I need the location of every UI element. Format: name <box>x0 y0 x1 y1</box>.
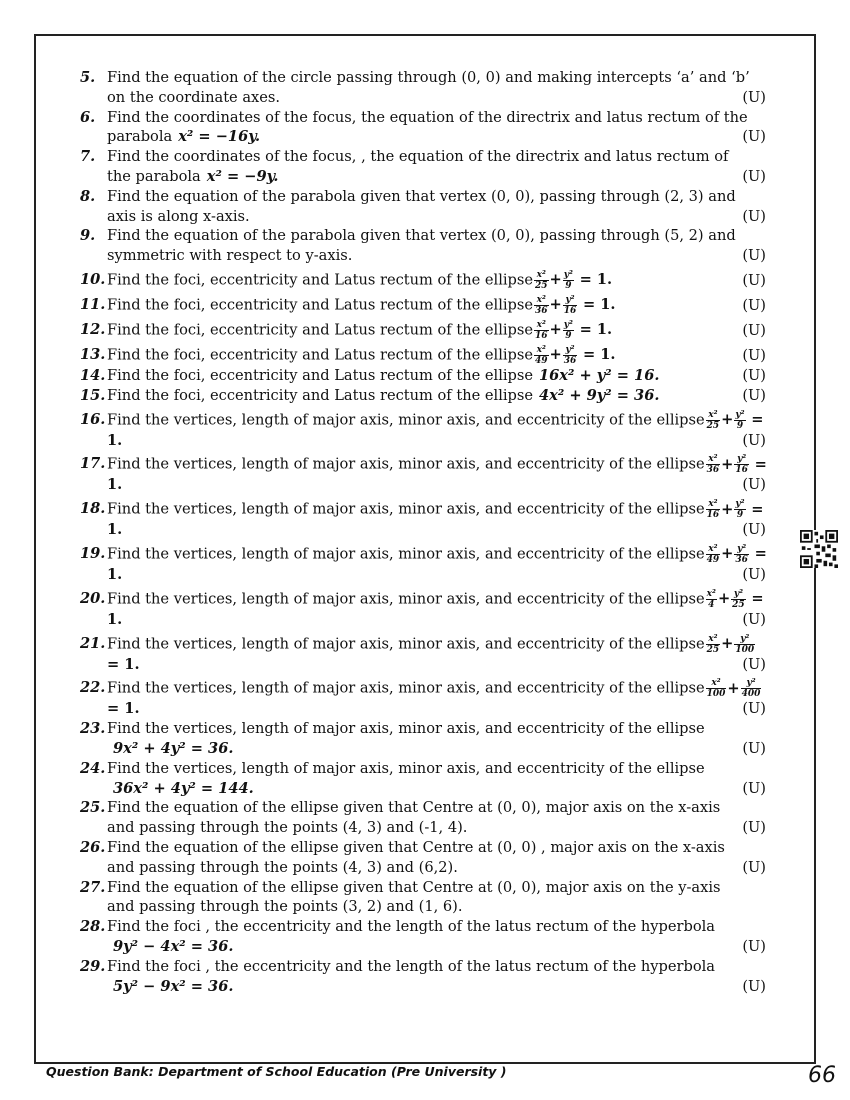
question-line-text: symmetric with respect to y-axis. <box>107 247 353 265</box>
question-number: 28. <box>80 918 106 936</box>
question-text <box>107 589 768 630</box>
question-line <box>107 798 768 818</box>
question-line-text: Find the vertices, length of major axis, minor axis, and eccentricity of the ellipse <box>107 759 705 777</box>
difficulty-tag: (U) <box>742 297 766 315</box>
question-item <box>80 759 812 799</box>
question-number: 23. <box>80 720 106 738</box>
question-line <box>107 957 768 977</box>
question-line-text: Find the foci, eccentricity and Latus rectum of the ellipse <box>107 296 533 314</box>
question-number: 21. <box>80 634 106 652</box>
question-text <box>107 838 768 878</box>
question-line-text: Find the vertices, length of major axis, minor axis, and eccentricity of the ellipse <box>107 545 705 563</box>
fraction-numerator: y² <box>563 319 573 330</box>
question-item <box>80 320 812 341</box>
question-line <box>107 366 768 386</box>
question-line <box>107 68 768 88</box>
question-number: 15. <box>80 386 106 404</box>
question-item <box>80 410 812 451</box>
question-line-text: Find the vertices, length of major axis, minor axis, and eccentricity of the ellipse <box>107 455 705 473</box>
math-expression: 4x² + 9y² = 36. <box>539 386 660 404</box>
fraction-numerator: x² <box>534 270 549 281</box>
question-line <box>107 499 768 540</box>
question-item <box>80 678 812 719</box>
difficulty-tag: (U) <box>742 347 766 365</box>
question-item <box>80 454 812 495</box>
question-line <box>107 678 768 719</box>
question-line <box>107 589 768 630</box>
question-line-text: Find the coordinates of the focus, the equation of the directrix and latus rectum of the <box>107 108 748 126</box>
plus-sign: + <box>721 411 734 429</box>
question-line <box>107 320 768 341</box>
question-line-text: Find the foci, eccentricity and Latus rectum of the ellipse <box>107 346 533 364</box>
question-line-text: and passing through the points (3, 2) and (1, 6). <box>107 898 463 916</box>
question-line-text: Find the coordinates of the focus, , the equation of the directrix and latus rectum of <box>107 148 729 166</box>
fraction-denominator: 16 <box>535 330 548 341</box>
difficulty-tag: (U) <box>742 128 766 146</box>
question-item <box>80 147 812 187</box>
difficulty-tag: (U) <box>742 739 766 757</box>
fraction-numerator: x² <box>706 454 721 465</box>
fraction-numerator: x² <box>706 678 727 689</box>
question-number: 14. <box>80 366 106 384</box>
question-text <box>107 957 768 997</box>
question-line <box>107 977 768 997</box>
question-line-text: Find the equation of the ellipse given that Centre at (0, 0), major axis on the x-axis <box>107 799 721 817</box>
question-item <box>80 589 812 630</box>
equation-rhs: = 1. <box>107 500 764 539</box>
question-line <box>107 634 768 675</box>
fraction-denominator: 400 <box>741 689 761 700</box>
question-line-text: Find the equation of the circle passing through (0, 0) and making intercepts ‘a’ and ‘b’ <box>107 69 750 86</box>
question-number: 5. <box>80 69 96 86</box>
fraction-denominator: 100 <box>735 644 755 655</box>
question-line-text: Find the equation of the ellipse given that Centre at (0, 0) , major axis on the x-axis <box>107 838 725 856</box>
question-line-text: Find the foci, eccentricity and Latus rectum of the ellipse <box>107 386 533 404</box>
question-text <box>107 454 768 495</box>
question-text <box>107 270 768 291</box>
question-line <box>107 937 768 957</box>
fraction-denominator: 49 <box>535 355 548 366</box>
equation-rhs: = 1. <box>107 590 764 628</box>
question-text <box>107 147 768 187</box>
question-item <box>80 838 812 878</box>
question-number: 10. <box>80 270 106 288</box>
difficulty-tag: (U) <box>742 565 766 583</box>
difficulty-tag: (U) <box>742 937 766 955</box>
fraction-y <box>734 410 745 431</box>
question-line <box>107 127 768 147</box>
difficulty-tag: (U) <box>742 521 766 539</box>
question-line-text: Find the vertices, length of major axis, minor axis, and eccentricity of the ellipse <box>107 590 705 608</box>
fraction-numerator: x² <box>706 410 721 421</box>
math-expression: 36x² + 4y² = 144. <box>113 779 254 797</box>
question-line <box>107 88 768 108</box>
fraction-x <box>534 345 549 366</box>
question-line-text: Find the equation of the ellipse given that Centre at (0, 0), major axis on the y-axis <box>107 878 721 896</box>
qr-code <box>800 530 838 568</box>
question-line-text: Find the vertices, length of major axis, minor axis, and eccentricity of the ellipse <box>107 411 705 429</box>
question-line <box>107 818 768 838</box>
difficulty-tag: (U) <box>742 655 766 673</box>
question-line <box>107 454 768 495</box>
fraction-x <box>706 410 721 431</box>
fraction-denominator: 9 <box>565 330 572 341</box>
question-line-text: the parabola <box>107 167 201 185</box>
question-line <box>107 779 768 799</box>
math-expression: 5y² − 9x² = 36. <box>113 977 234 995</box>
question-line <box>107 345 768 366</box>
question-text <box>107 499 768 540</box>
fraction-denominator: 25 <box>706 644 720 655</box>
math-expression: 9y² − 4x² = 36. <box>113 937 234 955</box>
plus-sign: + <box>727 679 740 697</box>
fraction-x <box>706 499 721 520</box>
fraction-denominator: 36 <box>735 554 748 565</box>
question-line <box>107 295 768 316</box>
question-text <box>107 759 768 799</box>
fraction-y <box>734 634 755 655</box>
question-item <box>80 68 812 108</box>
question-item <box>80 798 812 838</box>
question-line-text: Find the foci , the eccentricity and the length of the latus rectum of the hyperbola <box>107 918 715 936</box>
difficulty-tag: (U) <box>742 366 766 384</box>
question-line <box>107 167 768 187</box>
fraction-denominator: 16 <box>735 465 748 476</box>
fraction-x <box>534 270 549 291</box>
question-text <box>107 226 768 266</box>
question-line-text: and passing through the points (4, 3) and (6,2). <box>107 858 458 876</box>
equation-rhs: = 1. <box>107 655 140 673</box>
fraction-y <box>741 678 762 699</box>
question-number: 20. <box>80 589 106 607</box>
plus-sign: + <box>721 455 734 473</box>
difficulty-tag: (U) <box>742 272 766 290</box>
question-number: 6. <box>80 108 96 126</box>
fraction-denominator: 9 <box>736 510 744 521</box>
plus-sign: + <box>721 635 734 653</box>
question-number: 13. <box>80 345 106 363</box>
question-line <box>107 759 768 779</box>
question-item <box>80 187 812 227</box>
question-line <box>107 226 768 246</box>
fraction-y <box>734 454 749 475</box>
question-item <box>80 270 812 291</box>
fraction-numerator: y² <box>563 295 578 306</box>
question-text <box>107 798 768 838</box>
question-line <box>107 270 768 291</box>
fraction-denominator: 25 <box>732 599 745 610</box>
question-item <box>80 366 812 386</box>
plus-sign: + <box>717 590 731 608</box>
question-item <box>80 226 812 266</box>
equation-rhs: = 1. <box>582 296 616 314</box>
difficulty-tag: (U) <box>742 610 766 628</box>
fraction-numerator: y² <box>735 409 745 420</box>
fraction-numerator: y² <box>741 678 762 689</box>
difficulty-tag: (U) <box>742 431 766 449</box>
question-text <box>107 366 768 386</box>
question-item <box>80 878 812 918</box>
fraction-denominator: 36 <box>535 305 548 316</box>
difficulty-tag: (U) <box>742 207 766 225</box>
fraction-y <box>563 270 574 291</box>
difficulty-tag: (U) <box>742 700 766 718</box>
question-line-text: Find the vertices, length of major axis, minor axis, and eccentricity of the ellipse <box>107 500 705 518</box>
difficulty-tag: (U) <box>742 247 766 265</box>
question-text <box>107 187 768 227</box>
question-number: 18. <box>80 500 106 518</box>
question-text <box>107 678 768 719</box>
question-line-text: Find the foci, eccentricity and Latus rectum of the ellipse <box>107 271 533 289</box>
question-line <box>107 719 768 739</box>
question-number: 19. <box>80 544 106 562</box>
math-expression: 9x² + 4y² = 36. <box>113 739 234 757</box>
difficulty-tag: (U) <box>742 858 766 876</box>
equation-rhs: = 1. <box>107 455 767 494</box>
question-line-text: Find the vertices, length of major axis, minor axis, and eccentricity of the ellipse <box>107 720 705 738</box>
difficulty-tag: (U) <box>742 88 766 106</box>
fraction-numerator: x² <box>706 634 721 645</box>
question-line <box>107 207 768 227</box>
fraction-numerator: y² <box>734 454 749 465</box>
fraction-numerator: x² <box>706 588 716 599</box>
page-number: 66 <box>808 1063 836 1088</box>
question-line <box>107 187 768 207</box>
question-line <box>107 246 768 266</box>
ellipse-equation <box>533 269 613 291</box>
fraction-denominator: 49 <box>706 554 720 565</box>
question-line-text: Find the vertices, length of major axis, minor axis, and eccentricity of the ellipse <box>107 635 705 653</box>
ellipse-equation <box>533 294 616 316</box>
difficulty-tag: (U) <box>742 167 766 185</box>
fraction-numerator: x² <box>706 544 721 555</box>
fraction-y <box>734 499 745 520</box>
equation-rhs: = 1. <box>582 346 616 364</box>
fraction-numerator: y² <box>563 269 573 280</box>
fraction-denominator: 9 <box>565 280 572 291</box>
fraction-numerator: y² <box>734 544 749 555</box>
fraction-numerator: y² <box>731 589 746 600</box>
equation-rhs: = 1. <box>107 700 140 718</box>
question-text <box>107 878 768 918</box>
fraction-denominator: 16 <box>563 305 577 316</box>
fraction-denominator: 25 <box>535 280 548 291</box>
difficulty-tag: (U) <box>742 386 766 404</box>
question-item <box>80 917 812 957</box>
question-item <box>80 499 812 540</box>
ellipse-equation <box>533 344 616 366</box>
question-number: 7. <box>80 148 96 166</box>
question-line-text: Find the equation of the parabola given that vertex (0, 0), passing through (2, 3) and <box>107 187 736 205</box>
question-text <box>107 544 768 585</box>
question-line <box>107 917 768 937</box>
question-number: 16. <box>80 410 106 428</box>
question-text <box>107 719 768 759</box>
question-text <box>107 386 768 406</box>
question-text <box>107 410 768 451</box>
question-line <box>107 858 768 878</box>
question-line-text: Find the vertices, length of major axis, minor axis, and eccentricity of the ellipse <box>107 679 705 697</box>
question-list <box>80 68 812 996</box>
question-number: 17. <box>80 455 106 473</box>
fraction-x <box>706 634 721 655</box>
equation-rhs: = 1. <box>107 411 764 449</box>
question-line <box>107 410 768 451</box>
plus-sign: + <box>549 321 562 339</box>
fraction-denominator: 4 <box>708 599 715 610</box>
question-item <box>80 719 812 759</box>
question-line-text: Find the foci, eccentricity and Latus rectum of the ellipse <box>107 321 533 339</box>
plus-sign: + <box>549 346 562 364</box>
plus-sign: + <box>549 296 562 314</box>
fraction-x <box>706 589 717 610</box>
fraction-numerator: x² <box>534 345 549 356</box>
question-number: 8. <box>80 187 96 205</box>
question-line <box>107 739 768 759</box>
fraction-numerator: y² <box>734 634 755 645</box>
question-line <box>107 108 768 128</box>
question-text <box>107 295 768 316</box>
question-line-text: and passing through the points (4, 3) and (-1, 4). <box>107 819 468 837</box>
fraction-x <box>706 678 727 699</box>
question-line <box>107 838 768 858</box>
question-item <box>80 544 812 585</box>
question-line <box>107 147 768 167</box>
question-item <box>80 108 812 148</box>
fraction-y <box>563 345 578 366</box>
question-number: 11. <box>80 295 106 313</box>
ellipse-equation <box>533 319 613 341</box>
question-line-text: Find the foci , the eccentricity and the length of the latus rectum of the hyperbola <box>107 957 715 975</box>
fraction-denominator: 16 <box>706 510 720 521</box>
question-number: 9. <box>80 227 96 245</box>
plus-sign: + <box>549 271 562 289</box>
fraction-numerator: y² <box>735 499 745 510</box>
question-item <box>80 386 812 406</box>
question-text <box>107 108 768 148</box>
fraction-x <box>534 295 549 316</box>
equation-rhs: = 1. <box>579 321 613 339</box>
fraction-denominator: 36 <box>706 465 720 476</box>
fraction-denominator: 25 <box>706 420 720 431</box>
difficulty-tag: (U) <box>742 779 766 797</box>
question-number: 12. <box>80 320 106 338</box>
fraction-numerator: y² <box>563 345 578 356</box>
question-text <box>107 68 768 108</box>
difficulty-tag: (U) <box>742 476 766 494</box>
question-text <box>107 320 768 341</box>
question-text <box>107 634 768 675</box>
question-text <box>107 345 768 366</box>
difficulty-tag: (U) <box>742 977 766 995</box>
fraction-denominator: 9 <box>736 420 744 431</box>
fraction-numerator: x² <box>706 499 721 510</box>
fraction-y <box>563 320 574 341</box>
question-text <box>107 917 768 957</box>
question-number: 26. <box>80 838 106 856</box>
question-line-text: Find the foci, eccentricity and Latus rectum of the ellipse <box>107 366 533 384</box>
question-item <box>80 957 812 997</box>
question-line-text: on the coordinate axes. <box>107 88 281 106</box>
fraction-numerator: x² <box>534 295 549 306</box>
question-number: 29. <box>80 957 106 975</box>
fraction-x <box>534 320 549 341</box>
math-expression: x² = −16y. <box>178 128 261 146</box>
question-line <box>107 897 768 917</box>
question-line-text: parabola <box>107 128 173 146</box>
question-line-text: axis is along x-axis. <box>107 207 250 225</box>
question-line <box>107 878 768 898</box>
question-line-text: Find the equation of the parabola given that vertex (0, 0), passing through (5, 2) and <box>107 227 736 245</box>
equation-rhs: = 1. <box>107 545 767 583</box>
equation-rhs: = 1. <box>579 271 613 289</box>
question-line <box>107 386 768 406</box>
question-number: 27. <box>80 878 106 896</box>
difficulty-tag: (U) <box>742 322 766 340</box>
question-number: 25. <box>80 799 106 817</box>
math-expression: 16x² + y² = 16. <box>539 366 660 384</box>
difficulty-tag: (U) <box>742 819 766 837</box>
question-line <box>107 544 768 585</box>
fraction-x <box>706 544 721 565</box>
fraction-denominator: 36 <box>563 355 577 366</box>
footer-text: Question Bank: Department of School Education (Pre University ) <box>46 1064 507 1079</box>
question-item <box>80 345 812 366</box>
fraction-denominator: 100 <box>706 689 726 700</box>
question-number: 24. <box>80 759 106 777</box>
fraction-x <box>706 454 721 475</box>
question-item <box>80 634 812 675</box>
plus-sign: + <box>721 500 734 518</box>
fraction-y <box>563 295 578 316</box>
math-expression: x² = −9y. <box>206 167 279 185</box>
plus-sign: + <box>721 545 734 563</box>
question-item <box>80 295 812 316</box>
fraction-y <box>734 544 749 565</box>
question-number: 22. <box>80 679 106 697</box>
fraction-numerator: x² <box>534 320 549 331</box>
fraction-y <box>731 589 746 610</box>
